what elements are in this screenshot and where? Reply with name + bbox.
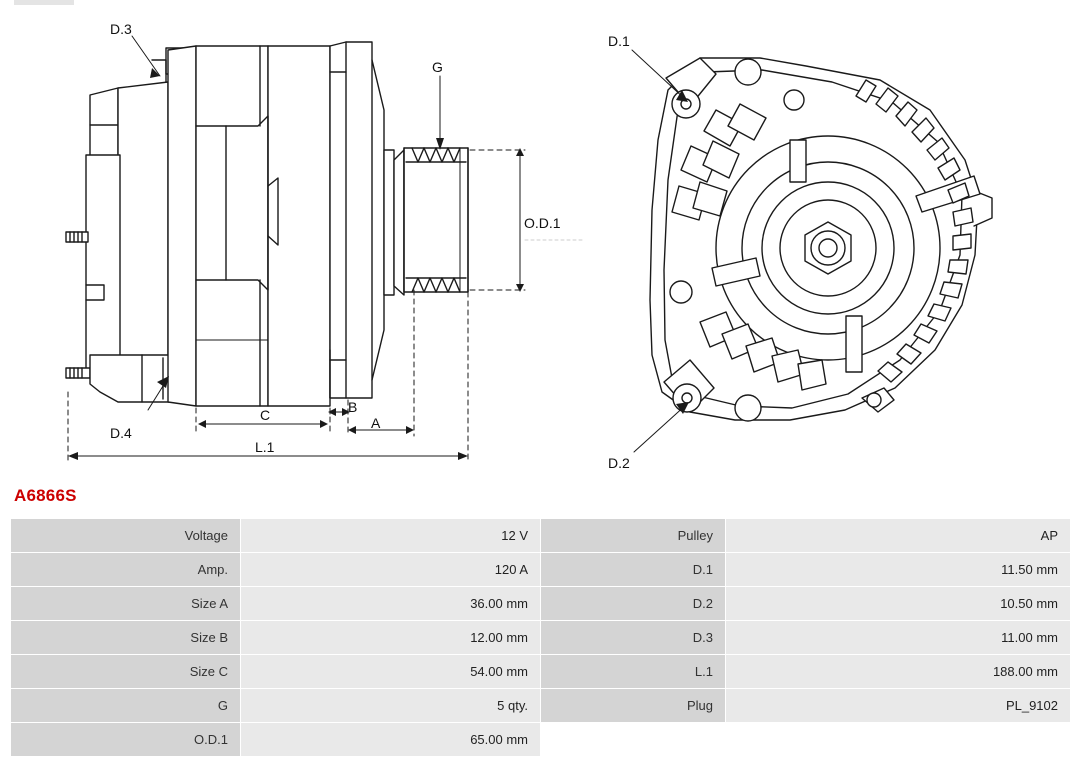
callout-d3-label: D.3 — [110, 21, 132, 37]
spec-value: PL_9102 — [726, 689, 1071, 723]
spec-label: Pulley — [541, 519, 726, 553]
spec-value: 36.00 mm — [241, 587, 541, 621]
table-row — [11, 587, 1071, 621]
callout-l1-label: L.1 — [255, 439, 275, 455]
spec-label: Voltage — [11, 519, 241, 553]
callout-d1-label: D.1 — [608, 33, 630, 49]
spec-value: 5 qty. — [241, 689, 541, 723]
spec-value: 120 A — [241, 553, 541, 587]
alternator-front-view — [650, 58, 992, 421]
spec-value: 10.50 mm — [726, 587, 1071, 621]
spec-value: 65.00 mm — [241, 723, 541, 757]
callout-d4-label: D.4 — [110, 425, 132, 441]
spec-value: 11.50 mm — [726, 553, 1071, 587]
callout-od1-label: O.D.1 — [524, 215, 561, 231]
table-row — [11, 689, 1071, 723]
spec-value: 54.00 mm — [241, 655, 541, 689]
spec-label: Amp. — [11, 553, 241, 587]
spec-label: Size C — [11, 655, 241, 689]
callout-c-label: C — [260, 407, 271, 423]
spec-label: Plug — [541, 689, 726, 723]
table-row — [11, 723, 1071, 757]
callout-d2-label: D.2 — [608, 455, 630, 471]
callout-g-label: G — [432, 59, 443, 75]
spec-label: Size B — [11, 621, 241, 655]
callout-b-label: B — [348, 399, 358, 415]
spec-label: D.3 — [541, 621, 726, 655]
spec-value: AP — [726, 519, 1071, 553]
spec-label: D.2 — [541, 587, 726, 621]
alternator-side-view — [66, 42, 468, 406]
table-row — [11, 621, 1071, 655]
table-row — [11, 655, 1071, 689]
spec-empty-cell — [726, 723, 1071, 757]
spec-value: 188.00 mm — [726, 655, 1071, 689]
specifications-table — [10, 518, 1071, 757]
spec-label: D.1 — [541, 553, 726, 587]
spec-value: 12 V — [241, 519, 541, 553]
spec-label: O.D.1 — [11, 723, 241, 757]
spec-empty-cell — [541, 723, 726, 757]
table-row — [11, 519, 1071, 553]
spec-label: Size A — [11, 587, 241, 621]
table-row — [11, 553, 1071, 587]
spec-label: L.1 — [541, 655, 726, 689]
part-number: A6866S — [14, 486, 77, 505]
spec-label: G — [11, 689, 241, 723]
spec-value: 11.00 mm — [726, 621, 1071, 655]
spec-value: 12.00 mm — [241, 621, 541, 655]
callout-a-label: A — [371, 415, 381, 431]
